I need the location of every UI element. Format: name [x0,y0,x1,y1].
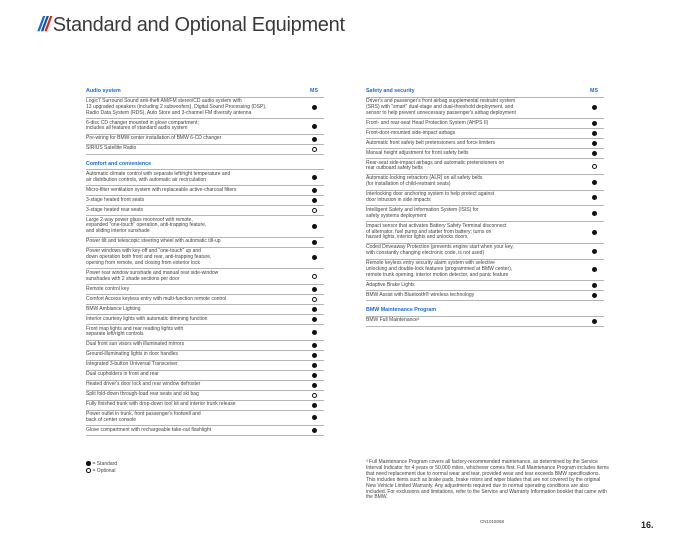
standard-dot-icon [312,240,317,245]
standard-dot-icon [592,319,597,324]
equipment-row [86,186,324,196]
standard-dot-icon [312,330,317,335]
equipment-row [86,145,324,155]
standard-dot-icon [312,175,317,180]
standard-dot-icon [592,131,597,136]
standard-dot-icon [312,137,317,142]
document-code: CN1015068 [480,519,505,524]
equipment-row [86,325,324,341]
legend [86,460,117,474]
equipment-row [86,411,324,427]
optional-circle-icon [86,468,91,473]
equipment-label: Large 2-way power glass moonroof with remote, expanded "one-touch" operation, anti-trapping feature, and sliding interior sunshade [86,216,207,235]
equipment-label: Front- and rear-seat Head Protection System (AHPS II) [366,119,489,126]
equipment-label: Intelligent Safety and Information System (ISIS) for safety systems deployment [366,206,479,219]
equipment-label: Automatic climate control with separate left/right temperature and air distribution controls, with automatic air recirculation [86,170,231,183]
equipment-row [86,341,324,351]
equipment-label: Interior courtesy lights with automatic dimming function [86,315,208,322]
equipment-label: Glove compartment with rechargeable take-out flashlight [86,426,212,433]
standard-dot-icon [592,293,597,298]
equipment-row [86,216,324,238]
standard-dot-icon [312,317,317,322]
standard-dot-icon [592,105,597,110]
equipment-row [366,129,604,139]
standard-dot-icon [592,249,597,254]
equipment-row [86,315,324,325]
equipment-row [366,291,604,301]
standard-dot-icon [312,105,317,110]
safety-list [366,98,604,302]
equipment-label: Power outlet in trunk, front passenger's footwell and back of center console [86,411,201,423]
equipment-label: Power windows with key-off and "one-touch" up and down operation both front and rear, anti-trapping feature, opening from remote, and closing from exterior lock [86,248,212,266]
safety-section-header: Safety and security MS [366,88,604,98]
equipment-row [366,98,604,120]
audio-section-header: Audio system MS [86,88,324,98]
equipment-row [366,206,604,222]
right-column [366,88,604,327]
standard-dot-icon [592,195,597,200]
standard-dot-icon [312,353,317,358]
equipment-label: Interlocking door anchoring system to help protect against door intrusion in side impacts [366,191,495,203]
page-number: 16. [641,520,654,530]
left-column [86,88,324,436]
standard-dot-icon [592,180,597,185]
equipment-row [86,135,324,145]
equipment-label: Dual cupholders in front and rear [86,371,159,378]
equipment-label: SIRIUS Satellite Radio [86,145,137,152]
standard-dot-icon [592,230,597,235]
standard-dot-icon [312,307,317,312]
comfort-section-header: Comfort and convenience [86,161,324,171]
equipment-row [366,281,604,291]
equipment-row [366,191,604,207]
standard-dot-icon [312,428,317,433]
equipment-row [366,139,604,149]
equipment-label: 6-disc CD changer mounted in glove compartment; includes all features of standard audio system [86,119,199,132]
optional-circle-icon [312,274,317,279]
equipment-row [86,206,324,216]
standard-dot-icon [312,383,317,388]
equipment-label: Dual front sun visors with illuminated mirrors [86,341,185,348]
equipment-label: Remote control key [86,285,130,292]
equipment-label: Integrated 3-button Universal Transceiver [86,361,178,368]
equipment-row [86,391,324,401]
standard-dot-icon [312,287,317,292]
equipment-label: 3-stage heated front seats [86,196,145,203]
equipment-label: Power rear window sunshade and manual rear side-window sunshades with 2 shade sections per door [86,269,219,282]
equipment-row [86,170,324,186]
standard-dot-icon [592,121,597,126]
equipment-row [86,371,324,381]
equipment-label: Adaptive Brake Lights [366,281,415,288]
equipment-row [86,361,324,371]
standard-dot-icon [592,151,597,156]
equipment-row [366,317,604,327]
equipment-label: Front map lights and rear reading lights with separate left/right controls [86,325,184,338]
equipment-row [366,119,604,129]
optional-circle-icon [312,297,317,302]
equipment-label: BMW Full Maintenance³ [366,317,420,324]
equipment-label: Micro-filter ventilation system with replaceable active-charcoal filters [86,186,237,193]
standard-dot-icon [312,363,317,368]
equipment-label: Automatic front safety belt pretensioners and force limiters [366,139,495,146]
optional-circle-icon [312,393,317,398]
maintenance-section-header: BMW Maintenance Program [366,307,604,317]
standard-dot-icon [312,188,317,193]
equipment-label: BMW Ambiance Lighting [86,305,141,312]
equipment-label: Power tilt and telescopic steering wheel with automatic tilt-up [86,238,221,245]
equipment-label: Heated driver's door lock and rear window defroster [86,381,201,388]
equipment-label: BMW Assist with Bluetooth® wireless technology [366,291,475,298]
standard-dot-icon [312,198,317,203]
equipment-row [86,285,324,295]
equipment-row [86,295,324,305]
equipment-row [366,222,604,244]
standard-dot-icon [312,343,317,348]
equipment-row [366,159,604,175]
equipment-label: Split fold-down through-load rear seats and ski bag [86,391,199,398]
standard-dot-icon [592,283,597,288]
standard-dot-icon [592,267,597,272]
standard-dot-icon [592,141,597,146]
equipment-row [86,238,324,248]
equipment-row [86,305,324,315]
equipment-label: Impact sensor that activates Battery Safety Terminal disconnect of alternator, fuel pump and starter from battery; turns on hazard lights, interior lights and unlocks doors [366,222,507,241]
equipment-row [86,98,324,120]
equipment-label: 3-stage heated rear seats [86,206,143,213]
equipment-label: Ground-illuminating lights in door handles [86,351,178,358]
page-title: /// Standard and Optional Equipment [38,14,345,36]
equipment-label: Coded Driveaway Protection (prevents engine start when your key, with constantly changing electronic code, is not used) [366,244,514,257]
legend-standard: = Standard [86,460,117,467]
equipment-row [366,175,604,191]
brand-slashes-icon: /// [38,14,49,36]
standard-dot-icon [312,415,317,420]
equipment-row [86,269,324,285]
equipment-label: Comfort Access keyless entry with multi-function remote control [86,295,227,302]
standard-dot-icon [312,373,317,378]
comfort-list [86,170,324,436]
equipment-label: Logic7 Surround Sound anti-theft AM/FM stereo/CD audio system with 13 upgraded speakers (including 2 subwoofers), Digital Sound Processing (DSP), Radio Data System (RDS), Auto Store and 3-channel FM diversity antenna [86,98,267,116]
equipment-label: Rear-seat side-impact airbags and automatic pretensioners on rear outboard safety belts [366,159,505,172]
optional-circle-icon [592,164,597,169]
equipment-row [86,119,324,135]
equipment-label: Front-door-mounted side-impact airbags [366,129,456,136]
equipment-row [86,401,324,411]
maintenance-list [366,317,604,327]
standard-dot-icon [312,403,317,408]
equipment-label: Driver's and passenger's front airbag supplemental restraint system (SRS) with "smart" dual-stage and dual-threshold deployment, and sensor to help prevent unnecessary passenger's airbag deployment [366,98,516,116]
audio-list [86,98,324,155]
equipment-row [86,381,324,391]
equipment-row [86,426,324,436]
equipment-row [86,196,324,206]
optional-circle-icon [312,147,317,152]
standard-dot-icon [592,211,597,216]
standard-dot-icon [312,255,317,260]
equipment-label: Manual height adjustment for front safety belts [366,149,469,156]
standard-dot-icon [312,224,317,229]
equipment-row [366,149,604,159]
equipment-label: Automatic-locking retractors (ALR) on all safety belts (for installation of child-restraint seats) [366,175,483,188]
footnote: ³ Full Maintenance Program covers all factory-recommended maintenance, as determined by the Service Interval Indicator for 4 years or 50,000 miles, whichever comes first. Full Maintenance Program includes items that need replacement due to normal wear and tear, provided wear and tear exceeds BMW specifications. This includes items such as brake pads, brake rotors and wiper blades that are not covered by the original New Vehicle Limited Warranty. Any adjustments required due to normal operating conditions are also included. For exclusions and limitations, refer to the Service and Warranty Information booklet that came with the BMW. [366,459,609,501]
optional-circle-icon [312,208,317,213]
equipment-label: Pre-wiring for BMW center installation of BMW 6-CD changer [86,135,222,142]
equipment-row [366,260,604,282]
standard-dot-icon [86,461,91,466]
equipment-row [366,244,604,260]
equipment-label: Remote keyless entry security alarm system with selective unlocking and double-lock features (programmed at BMW center), remote trunk opening, interior motion detector, and panic feature [366,260,513,278]
equipment-row [86,248,324,270]
legend-optional: = Optional [86,467,117,474]
equipment-row [86,351,324,361]
standard-dot-icon [312,124,317,129]
equipment-label: Fully finished trunk with drop-down tool kit and interior trunk release [86,401,236,408]
